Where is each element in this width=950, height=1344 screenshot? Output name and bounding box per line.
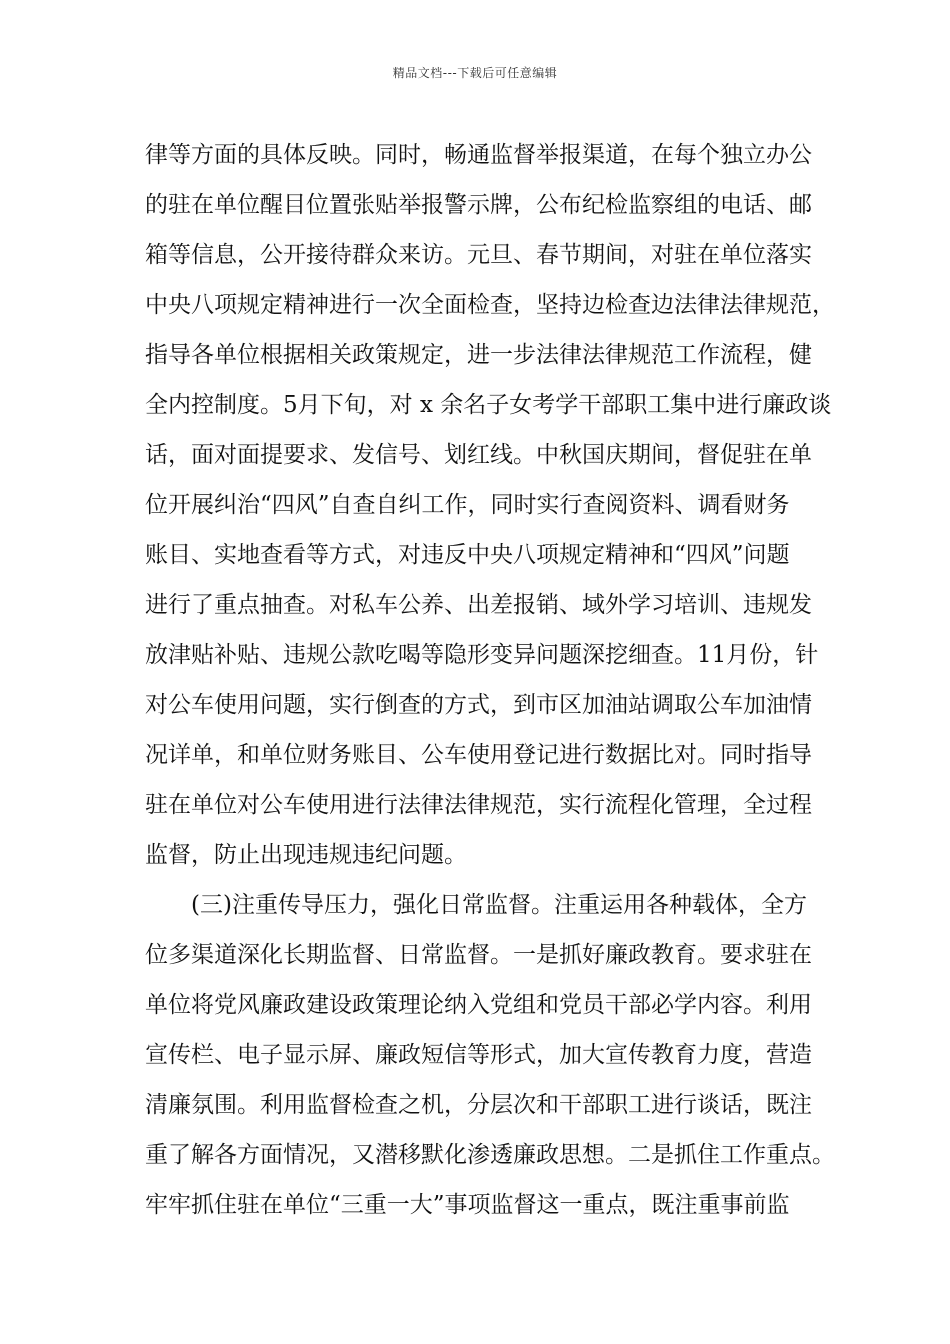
text-line: 重了解各方面情况，又潜移默化渗透廉政思想。二是抓住工作重点。 — [145, 1142, 835, 1168]
text-line: 牢牢抓住驻在单位“三重一大”事项监督这一重点，既注重事前监 — [145, 1192, 790, 1218]
text-line: 账目、实地查看等方式，对违反中央八项规定精神和“四风”问题 — [145, 542, 790, 568]
text-line: 驻在单位对公车使用进行法律法律规范，实行流程化管理，全过程 — [145, 792, 812, 818]
text-line: 话，面对面提要求、发信号、划红线。中秋国庆期间，督促驻在单 — [145, 442, 812, 468]
paragraph-section-3 — [145, 880, 835, 1230]
text-line: 位多渠道深化长期监督、日常监督。一是抓好廉政教育。要求驻在 — [145, 942, 812, 968]
paragraph-continued — [145, 130, 835, 880]
text-line: 监督，防止出现违规违纪问题。 — [145, 842, 467, 868]
document-body — [145, 130, 835, 1230]
text-line: 箱等信息，公开接待群众来访。元旦、春节期间，对驻在单位落实 — [145, 242, 812, 268]
text-line: 进行了重点抽查。对私车公养、出差报销、域外学习培训、违规发 — [145, 592, 812, 618]
text-line: 全内控制度。5月下旬，对 x 余名子女考学干部职工集中进行廉政谈 — [145, 392, 832, 418]
text-line: 中央八项规定精神进行一次全面检查，坚持边检查边法律法律规范， — [145, 292, 835, 318]
text-line: 对公车使用问题，实行倒查的方式，到市区加油站调取公车加油情 — [145, 692, 812, 718]
text-line: 指导各单位根据相关政策规定，进一步法律法律规范工作流程，健 — [145, 342, 812, 368]
text-line: 单位将党风廉政建设政策理论纳入党组和党员干部必学内容。利用 — [145, 992, 812, 1018]
text-line: 律等方面的具体反映。同时，畅通监督举报渠道，在每个独立办公 — [145, 142, 812, 168]
text-line: 位开展纠治“四风”自查自纠工作，同时实行查阅资料、调看财务 — [145, 492, 790, 518]
page-header: 精品文档---下载后可任意编辑 — [392, 66, 558, 80]
text-line: 况详单，和单位财务账目、公车使用登记进行数据比对。同时指导 — [145, 742, 812, 768]
text-line: 放津贴补贴、违规公款吃喝等隐形变异问题深挖细查。11月份，针 — [145, 642, 819, 668]
text-line: 清廉氛围。利用监督检查之机，分层次和干部职工进行谈话，既注 — [145, 1092, 812, 1118]
text-line-first: (三)注重传导压力，强化日常监督。注重运用各种载体，全方 — [191, 892, 807, 918]
text-line: 的驻在单位醒目位置张贴举报警示牌，公布纪检监察组的电话、邮 — [145, 192, 812, 218]
text-line: 宣传栏、电子显示屏、廉政短信等形式，加大宣传教育力度，营造 — [145, 1042, 812, 1068]
